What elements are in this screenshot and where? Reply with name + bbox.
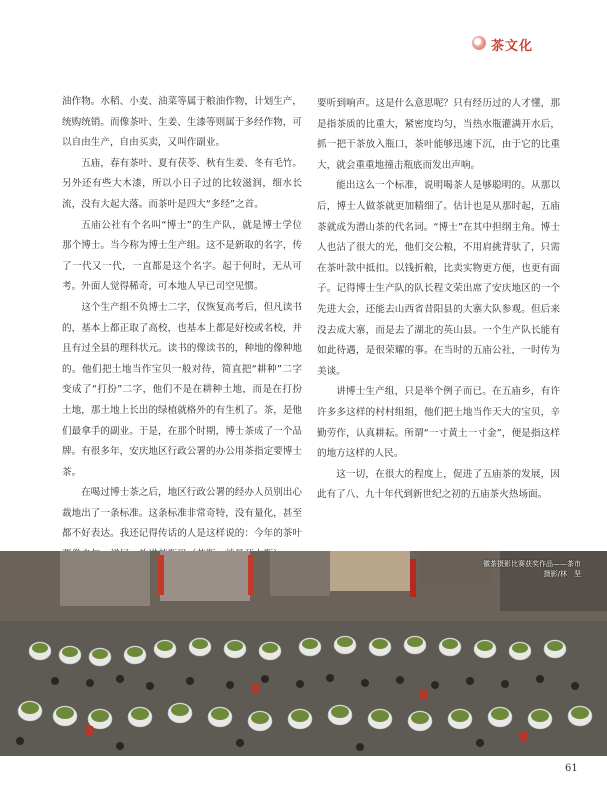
paragraph: 能出这么一个标准，说明喝茶人是够聪明的。从那以后，博士人做茶就更加精细了。估计也是从那时起，五庙茶就成为潜山茶的代名词。“博士”在其中担纲主角。博士人也沾了很大的光，他们交公粮，不用肩挑背驮了，只需在茶叶款中抵扣。以钱折粮，比卖实物更方便，也更有面子。记得博士生产队的队长程文荣出席了安庆地区的一个先进大会，还能去山西省昔阳县的大寨大队参观。但后来没去成大寨，而是去了湖北的英山县。一个生产队长能有如此待遇，是很荣耀的事。在当时的五庙公社，一时传为美谈。	[317, 180, 560, 377]
photo-credit: 摄影/林 坚	[543, 570, 581, 578]
paragraph: 要听到响声。这是什么意思呢？只有经历过的人才懂，那是指茶质的比重大，紧密度均匀，当热水瓶灌满开水后，抓一把干茶放入瓶口，茶叶能够迅速下沉，由于它的比重大，就会重重地撞击瓶底而发出声响。	[317, 98, 560, 171]
flower-ornament-icon	[472, 36, 486, 50]
tea-market-photo	[0, 551, 607, 756]
paragraph: 这个生产组不负博士二字，仅恢复高考后，但凡读书的，基本上都正取了高校，也基本上都是好校或名校，并且有过全县的理科状元。读书的像读书的，种地的像种地的。他们把土地当作宝贝一般对待，简直把“耕种”二字变成了“打扮”二字，他们不是在耕种土地，而是在打扮土地，那土地上长出的绿植就格外的有生机了。茶，是他们最拿手的副业。于是，在那个时期，博士茶成了一个品牌。有很多年，安庆地区行政公署的办公用茶指定要博士茶。	[62, 301, 302, 478]
tea-market-scene-illustration	[0, 551, 607, 756]
left-text-column	[62, 92, 302, 566]
section-label: 茶文化	[491, 39, 534, 54]
photo-caption	[483, 559, 581, 579]
right-text-column	[317, 94, 560, 506]
paragraph: 五庙公社有个名叫“博士”的生产队，就是博士学位那个博士。当今称为博士生产组。这不是新取的名字，传了一代又一代，一直都是这个名字。起于何时，无从可考。外面人觉得稀奇，可本地人早已司空见惯。	[62, 219, 302, 293]
paragraph: 讲博士生产组，只是举个例子而已。在五庙乡，有许许多多这样的村村组组，他们把土地当作天大的宝贝，辛勤劳作，认真耕耘。所谓“一寸黄土一寸金”，便是指这样的地方这样的人民。	[317, 386, 560, 460]
paragraph: 在喝过博士茶之后，地区行政公署的经办人员别出心裁地出了一条标准。这条标准非常奇特，没有量化，甚至都不好表达。我还记得传话的人是这样说的：今年的茶叶	[62, 487, 302, 540]
photo-caption-title: 徽茶摄影比赛获奖作品——茶市	[483, 560, 581, 568]
paragraph: 油作物。水稻、小麦、油菜等属于粮油作物，计划生产，统购统销。而像茶叶、生姜、生漆等则属于多经作物，可以自由生产，自由买卖，又叫作副业。	[62, 96, 302, 149]
paragraph: 五庙，春有茶叶、夏有茯苓、秋有生姜、冬有毛竹。另外还有些大木漆，所以小日子过的比较滋润，细水长流，没有大起大落。而茶叶是四大“多经”之首。	[62, 157, 302, 210]
section-header	[472, 36, 607, 52]
paragraph: 这一切，在很大的程度上，促进了五庙茶的发展，因此有了八、九十年代到新世纪之初的五庙茶火热场面。	[317, 468, 560, 501]
page-number: 61	[565, 763, 578, 774]
